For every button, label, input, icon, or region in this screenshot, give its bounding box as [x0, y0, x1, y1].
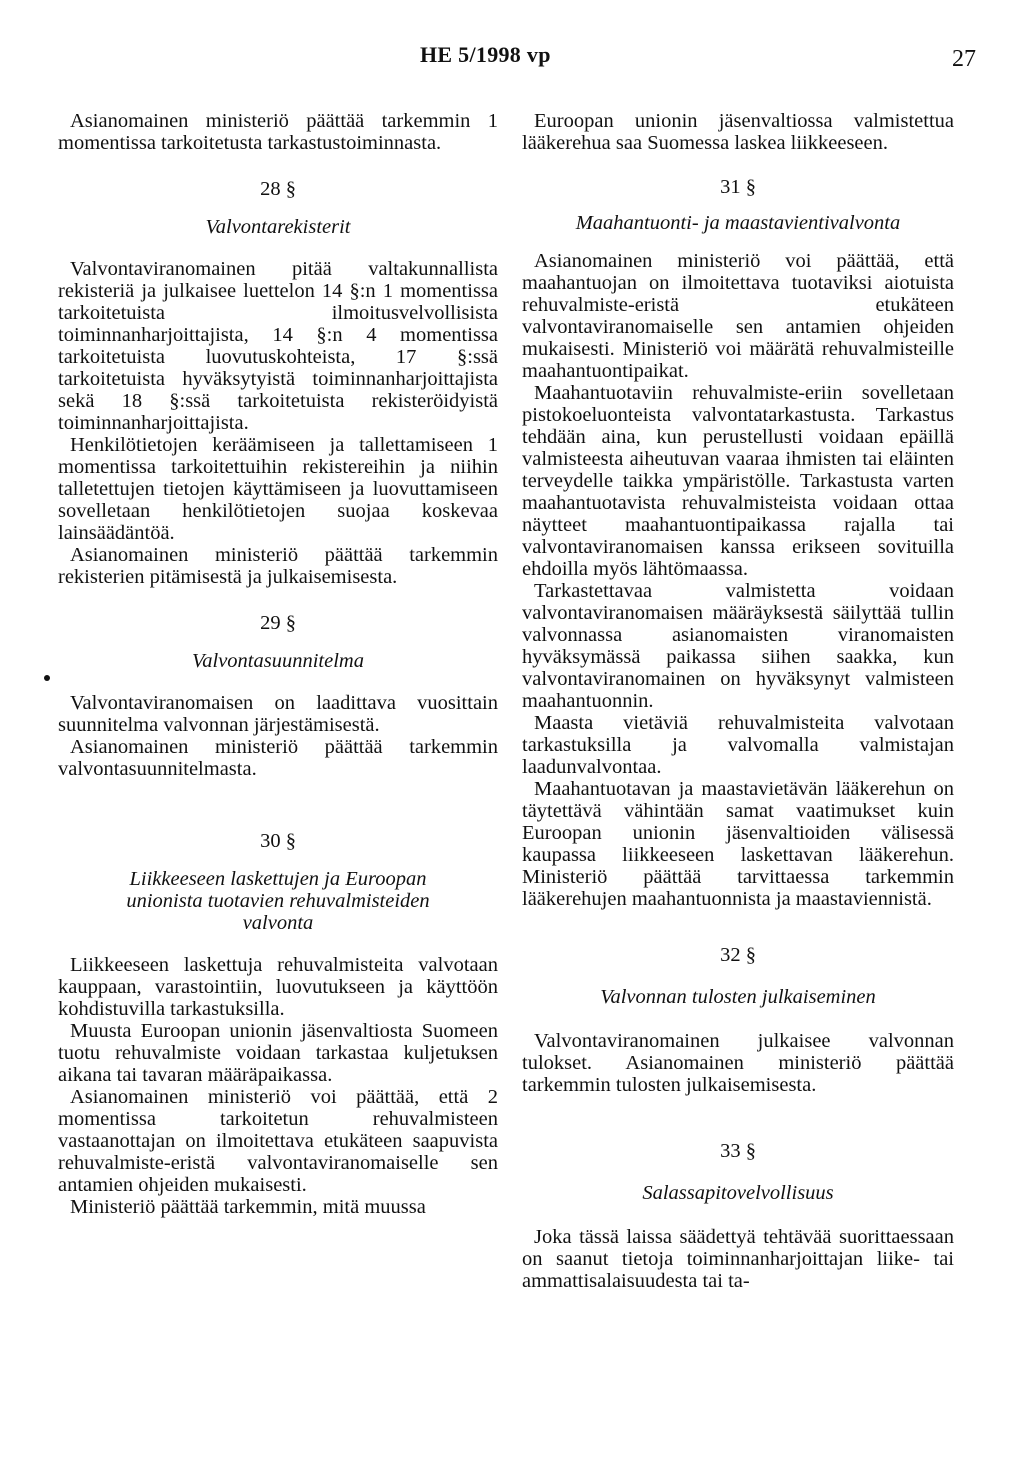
paragraph: Maasta vietäviä rehuvalmisteita valvotaan tarkastuksilla ja valvomalla valmistajan laadunvalvontaa.: [522, 712, 954, 778]
paragraph: Muusta Euroopan unionin jäsenvaltiosta Suomeen tuotu rehuvalmiste voidaan tarkastaa kuljetuksen aikana tai tavaran määräpaikassa.: [58, 1020, 498, 1086]
section-title: Valvontasuunnitelma: [192, 650, 364, 672]
section-number: 30 §: [260, 830, 296, 852]
page-number: 27: [952, 46, 976, 72]
paragraph: Henkilötietojen keräämiseen ja tallettamiseen 1 momentissa tarkoitettuihin rekistereihin ja niihin talletettujen tietojen käyttämiseen ja luovuttamiseen sovelletaan henkilötietojen suojaa koskevaa lainsäädäntöä.: [58, 434, 498, 544]
section-title: Valvontarekisterit: [205, 216, 351, 238]
paragraph: Maahantuotaviin rehuvalmiste-eriin sovelletaan pistokoeluonteista valvontatarkastusta. Tarkastus tehdään aina, kun perustellusti voidaan epäillä valmisteesta aiheutuvan vaaraa ihmisten tai eläinten terveydelle taikka ympäristölle. Tarkastusta varten maahantuotavista rehuvalmisteista voidaan ottaa näytteet maahantuontipaikassa rajalla tai valvontaviranomaisen kanssa erikseen sovituilla ehdoilla myös lähtömaassa.: [522, 382, 954, 580]
right-column: [522, 110, 954, 1292]
paragraph: Valvontaviranomaisen on laadittava vuosittain suunnitelma valvonnan järjestämisestä.: [58, 692, 498, 736]
paragraph: Valvontaviranomainen pitää valtakunnallista rekisteriä ja julkaisee luettelon 14 §:n 1 momentissa tarkoitetuista ilmoitusvelvollisista toiminnanharjoittajista, 14 §:n 4 momentissa tarkoitetuista luovutuskohteista, 17 §:ssä tarkoitetuista hyväksytyistä toiminnanharjoittajista sekä 18 §:ssä tarkoitetuista rekisteröidyistä toiminnanharjoittajista.: [58, 258, 498, 434]
section-number: 28 §: [260, 178, 296, 200]
margin-bullet-mark: [44, 675, 50, 681]
section-title: Valvonnan tulosten julkaiseminen: [600, 986, 876, 1008]
paragraph: Asianomainen ministeriö voi päättää, että 2 momentissa tarkoitetun rehuvalmisteen vastaanottajan on ilmoitettava etukäteen saapuvista rehuvalmiste-eristä valvontaviranomaiselle sen antamien ohjeiden mukaisesti.: [58, 1086, 498, 1196]
paragraph: Tarkastettavaa valmistetta voidaan valvontaviranomaisen määräyksestä säilyttää tullin valvonnassa asianomaisten viranomaisten hyväksymässä paikassa siihen saakka, kun valvontaviranomainen on hyväksynyt valmisteen maahantuonnin.: [522, 580, 954, 712]
paragraph: Euroopan unionin jäsenvaltiossa valmistettua lääkerehua saa Suomessa laskea liikkeeseen.: [522, 110, 954, 154]
paragraph: Joka tässä laissa säädettyä tehtävää suorittaessaan on saanut tietoja toiminnanharjoittajan liike- tai ammattisalaisuudesta tai ta-: [522, 1226, 954, 1292]
left-column: [58, 110, 498, 1218]
document-id: HE 5/1998 vp: [420, 42, 551, 67]
section-number: 31 §: [720, 176, 756, 198]
paragraph: Asianomainen ministeriö päättää tarkemmin 1 momentissa tarkoitetusta tarkastustoiminnasta.: [58, 110, 498, 154]
paragraph: Valvontaviranomainen julkaisee valvonnan tulokset. Asianomainen ministeriö päättää tarkemmin tulosten julkaisemisesta.: [522, 1030, 954, 1096]
section-number: 33 §: [720, 1140, 756, 1162]
section-number: 29 §: [260, 612, 296, 634]
paragraph: Maahantuotavan ja maastavietävän lääkerehun on täytettävä vähintään samat vaatimukset kuin Euroopan unionin jäsenvaltioiden välisessä kaupassa liikkeeseen laskettavan lääkerehun. Ministeriö päättää tarvittaessa tarkemmin lääkerehujen maahantuonnista ja maastaviennistä.: [522, 778, 954, 910]
paragraph: Asianomainen ministeriö päättää tarkemmin valvontasuunnitelmasta.: [58, 736, 498, 780]
section-title: Salassapitovelvollisuus: [642, 1182, 834, 1204]
paragraph: Asianomainen ministeriö voi päättää, että maahantuojan on ilmoitettava tuotaviksi aiotuista rehuvalmiste-eristä etukäteen valvontaviranomaiselle sen antamien ohjeiden mukaisesti. Ministeriö voi määrätä rehuvalmisteille maahantuontipaikat.: [522, 250, 954, 382]
paragraph: Liikkeeseen laskettuja rehuvalmisteita valvotaan kauppaan, varastointiin, luovutukseen ja käyttöön kohdistuvilla tarkastuksilla.: [58, 954, 498, 1020]
section-title: Maahantuonti- ja maastavientivalvonta: [575, 212, 901, 234]
paragraph: Asianomainen ministeriö päättää tarkemmin rekisterien pitämisestä ja julkaisemisesta.: [58, 544, 498, 588]
page-header: [0, 42, 1024, 82]
paragraph: Ministeriö päättää tarkemmin, mitä muussa: [70, 1196, 426, 1218]
section-number: 32 §: [720, 944, 756, 966]
section-title: Liikkeeseen laskettujen ja Euroopan unionista tuotavien rehuvalmisteiden valvonta: [126, 868, 430, 934]
